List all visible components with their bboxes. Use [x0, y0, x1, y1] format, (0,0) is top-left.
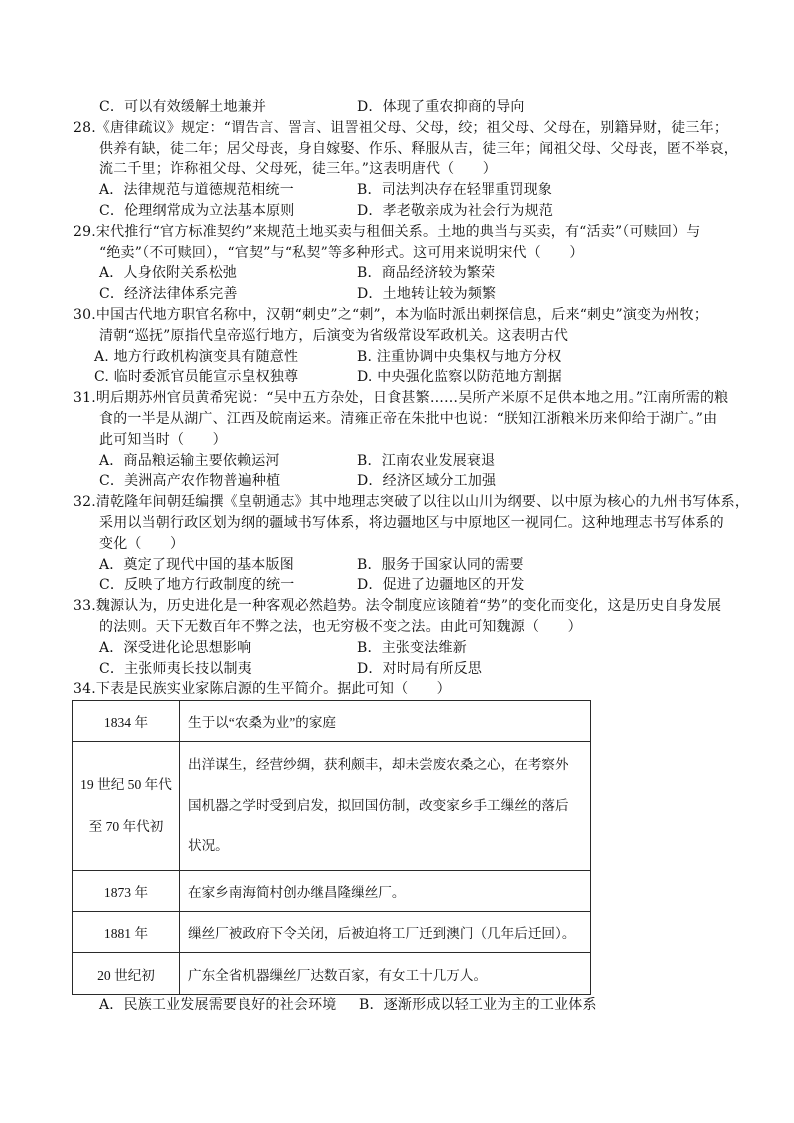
question-number: 34.: [73, 681, 96, 698]
option-c: C. 临时委派官员能宣示皇权独尊: [94, 369, 299, 386]
question-stem-text: 《唐律疏议》规定：“谓告言、詈言、诅詈祖父母、父母，绞；祖父母、父母在，别籍异财，徒三年；: [95, 119, 729, 136]
table-row: [73, 871, 591, 912]
option-c: C．反映了地方行政制度的统一: [99, 577, 295, 594]
time-cell: [73, 701, 180, 742]
question-number: 28.: [73, 119, 96, 136]
time-text: 1834 年: [103, 715, 149, 731]
table-row: [73, 953, 591, 995]
time-cell: [73, 871, 180, 912]
exam-content: [0, 97, 794, 1016]
time-text: 20 世纪初: [97, 967, 155, 983]
question-stem-line: “绝卖”（不可赎回），“官契”与“私契”等多种形式。这可用来说明宋代（ ）: [99, 244, 584, 261]
option-c: C．主张师夷长技以制夷: [99, 660, 252, 677]
options-row-cd: [0, 284, 794, 305]
question-stem-line: 供养有缺，徒二年；居父母丧，身自嫁娶、作乐、释服从吉，徒三年；闻祖父母、父母丧，匿不举哀，: [99, 140, 738, 157]
option-c: C．美洲高产农作物普遍种植: [99, 473, 281, 490]
question-stem-line: [0, 305, 794, 326]
option-a: A. 地方行政机构演变具有随意性: [94, 348, 299, 365]
question-stem-line: [0, 492, 794, 513]
options-row-cd: [0, 97, 794, 118]
question-32: [0, 492, 794, 596]
event-text: 广东全省机器缫丝厂达数百家，有女工十几万人。: [188, 967, 488, 983]
question-number: 32.: [73, 494, 96, 511]
option-d: D．土地转让较为频繁: [357, 286, 497, 303]
option-a: A．商品粮运输主要依赖运河: [99, 452, 280, 469]
event-cell: [180, 871, 591, 912]
table-row: [73, 912, 591, 953]
option-a: A．法律规范与道德规范相统一: [99, 182, 294, 199]
time-text: 至 70 年代初: [88, 819, 164, 835]
question-stem-line: [0, 222, 794, 243]
options-row-ab: [0, 555, 794, 576]
question-stem-line: 清朝“巡抚”原指代皇帝巡行地方，后演变为省级常设军政机关。这表明古代: [99, 327, 569, 344]
options-row-cd: [0, 575, 794, 596]
options-row-ab: [0, 347, 794, 368]
event-text: 出洋谋生，经营纱绸，获利颇丰，却未尝废农桑之心，在考察外: [188, 757, 569, 773]
question-stem-line: 食的一半是从湖广、江西及皖南运来。清雍正帝在朱批中也说：“朕知江浙粮米历来仰给于湖广。”由: [99, 410, 718, 427]
question-stem-text: 魏源认为，历史进化是一种客观必然趋势。法令制度应该随着“势”的变化而变化，这是历史自身发展: [95, 598, 722, 615]
question-stem-line: 采用以当朝行政区划为纲的疆域书写体系，将边疆地区与中原地区一视同仁。这种地理志书写体系的: [99, 514, 724, 531]
time-cell: [73, 742, 180, 871]
option-b: B. 注重协调中央集权与地方分权: [357, 348, 562, 365]
event-text: 在家乡南海简村创办继昌隆缫丝厂。: [188, 885, 406, 901]
option-c: C．可以有效缓解土地兼并: [99, 99, 267, 115]
option-b: B．商品经济较为繁荣: [357, 265, 496, 282]
option-b: B．江南农业发展衰退: [357, 452, 496, 469]
question-stem-line: [0, 596, 794, 617]
options-row-cd: [0, 367, 794, 388]
question-stem-line: [0, 118, 794, 139]
option-d: D．经济区域分工加强: [357, 473, 497, 490]
options-row-cd: [0, 659, 794, 680]
option-c: C．经济法律体系完善: [99, 286, 238, 303]
option-d: D．体现了重农抑商的导向: [357, 99, 525, 115]
question-stem-line: [0, 388, 794, 409]
question-stem-line: [0, 679, 794, 700]
event-text: 国机器之学时受到启发，拟回国仿制，改变家乡手工缫丝的落后: [188, 797, 569, 813]
option-d: D. 中央强化监察以防范地方割据: [357, 369, 562, 386]
question-31: [0, 388, 794, 492]
event-cell: [180, 742, 591, 871]
options-row-ab: [0, 180, 794, 201]
options-row-cd: [0, 471, 794, 492]
question-stem-text: 清乾隆年间朝廷编撰《皇朝通志》其中地理志突破了以往以山川为纲要、以中原为核心的九州书写体系，: [95, 494, 750, 511]
question-stem-text: 下表是民族实业家陈启源的生平简介。据此可知（ ）: [95, 681, 451, 698]
question-stem-line: 的法则。天下无数百年不弊之法，也无穷极不变之法。由此可知魏源（ ）: [99, 618, 582, 635]
question-number: 33.: [73, 598, 96, 615]
question-34: [0, 679, 794, 1016]
question-stem-line: 流二千里；诈称祖父母、父母死，徒三年。”这表明唐代（ ）: [99, 161, 497, 178]
option-a: A．深受进化论思想影响: [99, 639, 252, 656]
event-text: 生于以“农桑为业”的家庭: [188, 715, 337, 731]
time-text: 1873 年: [103, 885, 149, 901]
time-cell: [73, 912, 180, 953]
option-b: B．服务于国家认同的需要: [357, 556, 524, 573]
table-row: [73, 701, 591, 742]
question-30: [0, 305, 794, 388]
table-row: [73, 742, 591, 871]
option-d: D．孝老敬亲成为社会行为规范: [357, 202, 554, 219]
option-c: C．伦理纲常成为立法基本原则: [99, 202, 295, 219]
question-stem-text: 明后期苏州官员黄希宪说：“吴中五方杂处，日食甚繁……吴所产米原不足供本地之用。”江南所需的粮: [95, 390, 729, 407]
event-text: 状况。: [188, 838, 229, 854]
time-text: 1881 年: [103, 926, 149, 942]
question-number: 31.: [73, 390, 96, 407]
options-row-ab: [0, 995, 794, 1016]
option-a: A．民族工业发展需要良好的社会环境: [99, 997, 337, 1014]
question-stem-text: 中国古代地方职官名称中，汉朝“刺史”之“刺”，本为临时派出刺探信息，后来“刺史”演变为州牧；: [95, 306, 709, 323]
question-number: 30.: [73, 306, 96, 323]
options-row-ab: [0, 638, 794, 659]
biography-table: [72, 700, 591, 995]
option-b: B．主张变法维新: [357, 639, 467, 656]
event-cell: [180, 953, 591, 995]
options-row-ab: [0, 263, 794, 284]
option-d: D．促进了边疆地区的开发: [357, 577, 525, 594]
event-text: 缫丝厂被政府下令关闭，后被迫将工厂迁到澳门（几年后迁回）。: [188, 926, 576, 942]
time-text: 19 世纪 50 年代: [80, 777, 172, 793]
event-cell: [180, 701, 591, 742]
option-a: A．奠定了现代中国的基本版图: [99, 556, 294, 573]
question-stem-line: 变化（ ）: [99, 535, 185, 552]
question-29: [0, 222, 794, 305]
question-33: [0, 596, 794, 679]
options-row-cd: [0, 201, 794, 222]
question-28: [0, 118, 794, 222]
event-cell: [180, 912, 591, 953]
question-stem-line: 此可知当时（ ）: [99, 431, 227, 448]
option-d: D．对时局有所反思: [357, 660, 483, 677]
option-b: B．逐渐形成以轻工业为主的工业体系: [359, 997, 597, 1014]
question-stem-text: 宋代推行“官方标准契约”来规范土地买卖与租佃关系。土地的典当与买卖，有“活卖”（可赎回）与: [95, 223, 701, 240]
options-row-ab: [0, 451, 794, 472]
time-cell: [73, 953, 180, 995]
option-b: B．司法判决存在轻罪重罚现象: [357, 182, 553, 199]
question-number: 29.: [73, 223, 96, 240]
option-a: A．人身依附关系松弛: [99, 265, 238, 282]
